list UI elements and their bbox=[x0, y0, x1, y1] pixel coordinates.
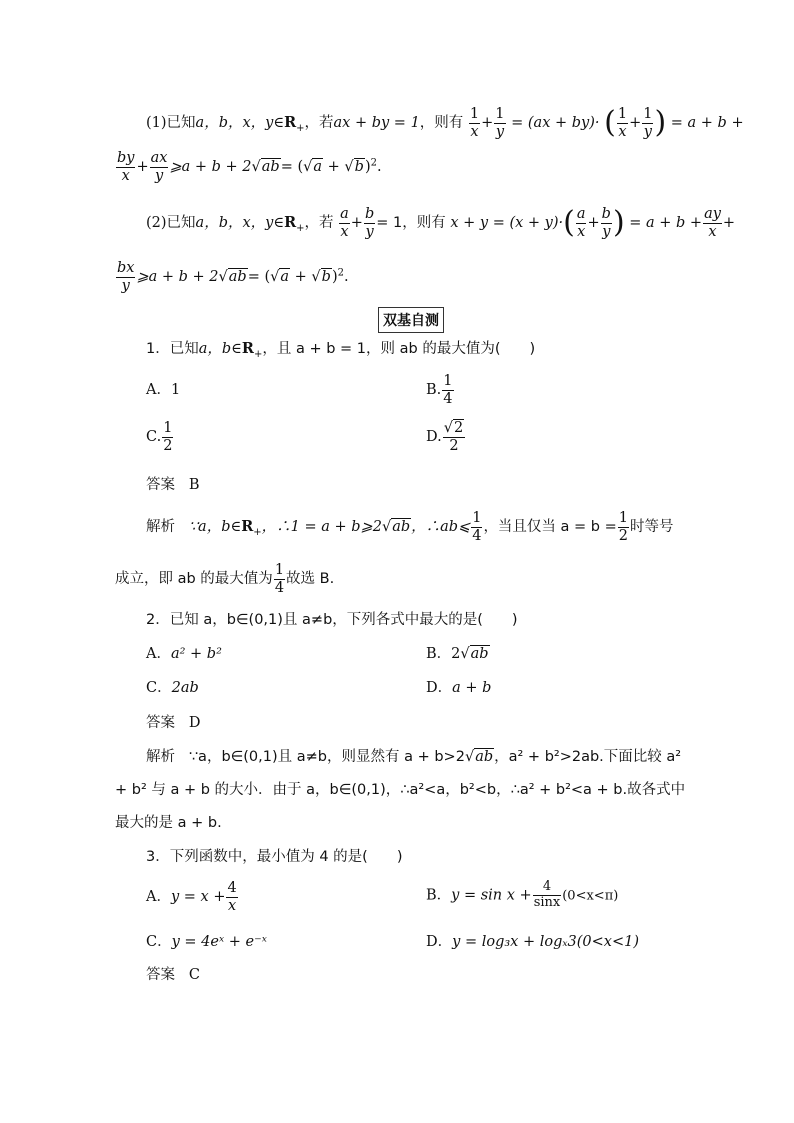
para1-line2: $\frac{by}{x}$ + $\frac{ax}{y}$ ⩾a + $b + 2√ab= (√a + √b)^2$. bbox=[117, 150, 382, 184]
q3-option-a: A．y = x + $\frac{4}{x}$ bbox=[146, 880, 237, 914]
q1-option-b: B. $\frac{1}{4}$ bbox=[426, 373, 453, 407]
q1-option-d: D. $\frac{√2}{2}$ bbox=[426, 420, 464, 454]
q2-analysis-line3: 最大的是 a + b. bbox=[115, 815, 222, 831]
para1-line1: (1)已知a，b，x，$y\in R_+$，若ax + by = 1，则有 $\frac{1}{x}$ + $\frac{1}{y}$ = (ax + by)· ( $\frac{1}{x}$ + $\frac{1}{y}$ ) = a + b + bbox=[146, 105, 744, 141]
section-title: 双基自测 bbox=[378, 307, 444, 333]
frac-1-over-y: $\frac{1}{y}$ bbox=[495, 106, 505, 140]
q3-answer: 答案 C bbox=[146, 967, 200, 983]
q2-option-d: D．a + b bbox=[426, 680, 492, 696]
q1-option-a: A．1 bbox=[146, 382, 181, 398]
q2-option-c: C．2ab bbox=[146, 680, 199, 696]
q2-option-b: B．2√ab bbox=[426, 646, 489, 662]
q3-option-d: D．y = log₃x + logₓ3(0<x<1) bbox=[426, 934, 639, 950]
q2-answer: 答案 D bbox=[146, 715, 201, 731]
q2-option-a: A．a² + b² bbox=[146, 646, 222, 662]
q1-option-c: C. $\frac{1}{2}$ bbox=[146, 420, 173, 454]
q3-stem: 3．下列函数中，最小值为 4 的是( ) bbox=[146, 849, 403, 865]
para2-line1: (2)已知a，b，x，$y\in R_+$，若 $\frac{a}{x}$ + $\frac{b}{y}$ = 1，则有 x + y = (x + y)·( $\frac{a}{x}$ + $\frac{b}{y}$ ) = a + b + $\frac{ay}{x}$ + bbox=[146, 205, 736, 241]
para2-line2: $\frac{bx}{y}$ ⩾a + $b + 2√ab= (√a + √b)^2$. bbox=[117, 260, 349, 294]
q1-analysis-line2: 成立，即 ab 的最大值为 $\frac{1}{4}$ 故选 B. bbox=[115, 562, 335, 596]
q1-stem: 1．已知a，$b\in R_+$，且 a + b = 1，则 ab 的最大值为( ) bbox=[146, 340, 536, 360]
q1-analysis-line1: 解析 ∵a，$b\in R_+$，∴1 = a + b⩾2√ab，∴ab⩽ $\frac{1}{4}$ ，当且仅当 a = b = $\frac{1}{2}$ 时等号 bbox=[146, 510, 674, 544]
frac-1-over-x: $\frac{1}{x}$ bbox=[469, 106, 480, 140]
q2-analysis-line1: 解析 ∵a，b∈(0,1)且 a≠b，则显然有 a + b>2√ab，a² + b²>2ab.下面比较 a² bbox=[146, 749, 682, 765]
q2-analysis-line2: + b² 与 a + b 的大小．由于 a，b∈(0,1)，∴a²<a，b²<b，∴a² + b²<a + b.故各式中 bbox=[115, 782, 686, 798]
q1-answer: 答案 B bbox=[146, 477, 200, 493]
q2-stem: 2．已知 a，b∈(0,1)且 a≠b，下列各式中最大的是( ) bbox=[146, 612, 518, 628]
q3-option-c: C．y = 4eˣ + e⁻ˣ bbox=[146, 934, 267, 950]
q3-option-b: B．y = sin x + $\frac{4}{\sin x}$ (0<x<π) bbox=[426, 879, 619, 910]
